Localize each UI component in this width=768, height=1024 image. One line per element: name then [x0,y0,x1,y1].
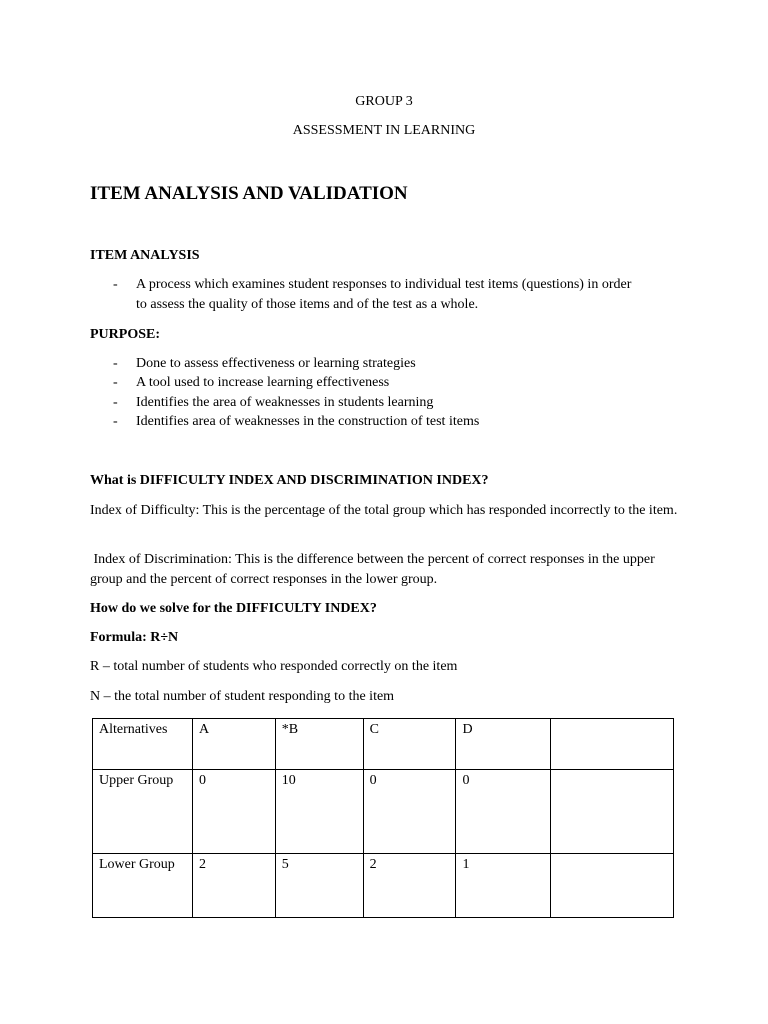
bullet-marker: - [113,277,118,292]
table-header-row [93,719,674,770]
table-cell: 0 [363,770,456,854]
table-header-cell: C [363,719,456,770]
bullet-text-line: to assess the quality of those items and of the test as a whole. [136,297,479,312]
table-header-cell: *B [275,719,363,770]
bullet-marker: - [113,414,118,429]
formula-label: Formula: R÷N [90,630,179,645]
purpose-item-text: Identifies area of weaknesses in the construction of test items [136,414,480,429]
item-analysis-table [92,718,674,918]
table-cell: 5 [275,854,363,918]
table-cell: 2 [363,854,456,918]
solve-question: How do we solve for the DIFFICULTY INDEX? [90,601,377,616]
table-row [93,854,674,918]
indices-question: What is DIFFICULTY INDEX AND DISCRIMINATION INDEX? [90,473,489,488]
table-header-cell: Alternatives [93,719,193,770]
purpose-item-text: A tool used to increase learning effectiveness [136,375,390,390]
r-definition: R – total number of students who responded correctly on the item [90,659,458,674]
bullet-marker: - [113,375,118,390]
table-header-cell: A [192,719,275,770]
table-cell: 10 [275,770,363,854]
table-cell [551,770,674,854]
discrimination-definition: Index of Discrimination: This is the difference between the percent of correct responses in the upper group and the percent of correct responses in the lower group. [90,552,659,587]
purpose-item-text: Done to assess effectiveness or learning strategies [136,356,416,371]
difficulty-definition: Index of Difficulty: This is the percentage of the total group which has responded incorrectly to the item. [90,503,678,518]
table-cell: 0 [456,770,551,854]
course-label: ASSESSMENT IN LEARNING [292,123,476,138]
bullet-marker: - [113,356,118,371]
table-cell: 2 [192,854,275,918]
bullet-marker: - [113,395,118,410]
bullet-text-line: A process which examines student responses to individual test items (questions) in order [136,277,632,292]
table-cell: Lower Group [93,854,193,918]
table-cell: 1 [456,854,551,918]
purpose-item-text: Identifies the area of weaknesses in students learning [136,395,434,410]
group-label: GROUP 3 [355,94,413,109]
n-definition: N – the total number of student responding to the item [90,689,395,704]
table-cell: 0 [192,770,275,854]
purpose-heading: PURPOSE: [90,327,160,342]
table-row [93,770,674,854]
table-cell: Upper Group [93,770,193,854]
document-title: ITEM ANALYSIS AND VALIDATION [90,183,408,204]
table-header-cell [551,719,674,770]
table-header-cell: D [456,719,551,770]
table-cell [551,854,674,918]
item-analysis-heading: ITEM ANALYSIS [90,248,200,263]
